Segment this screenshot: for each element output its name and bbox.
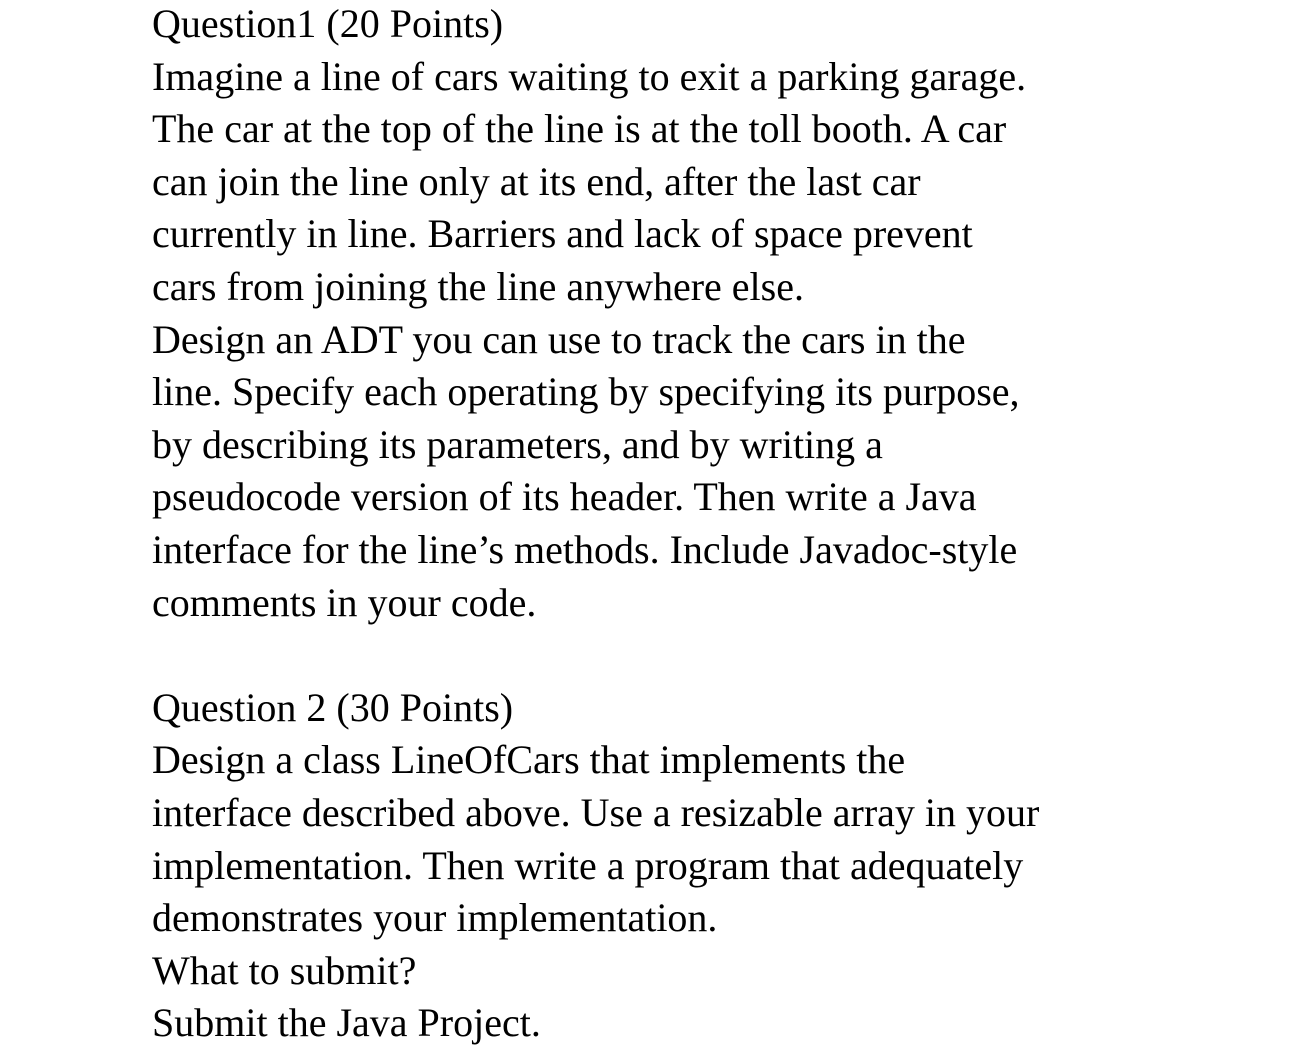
- question1-line: comments in your code.: [152, 579, 537, 625]
- question2-line: implementation. Then write a program that adequately: [152, 842, 1024, 888]
- question2-line: demonstrates your implementation.: [152, 895, 718, 941]
- question1-line: Design an ADT you can use to track the cars in the: [152, 316, 966, 362]
- question1-line: The car at the top of the line is at the toll booth. A car: [152, 106, 1007, 152]
- document-page: [152, 0, 1252, 1050]
- submit-heading: What to submit?: [152, 947, 417, 993]
- question1-line: line. Specify each operating by specifying its purpose,: [152, 369, 1020, 415]
- question1-line: currently in line. Barriers and lack of space prevent: [152, 211, 973, 257]
- question1-line: by describing its parameters, and by writing a: [152, 421, 883, 467]
- question2-section: [152, 682, 1252, 1050]
- question1-line: interface for the line’s methods. Include Javadoc-style: [152, 526, 1018, 572]
- question1-line: cars from joining the line anywhere else.: [152, 263, 804, 309]
- question2-line: interface described above. Use a resizable array in your: [152, 789, 1040, 835]
- question2-heading: Question 2 (30 Points): [152, 684, 514, 730]
- question2-line: Design a class LineOfCars that implements the: [152, 737, 906, 783]
- question1-line: pseudocode version of its header. Then write a Java: [152, 474, 977, 520]
- question1-line: can join the line only at its end, after the last car: [152, 158, 921, 204]
- question1-line: Imagine a line of cars waiting to exit a parking garage.: [152, 53, 1027, 99]
- question1-section: [152, 0, 1252, 629]
- submit-text: Submit the Java Project.: [152, 1000, 541, 1046]
- question1-heading: Question1 (20 Points): [152, 1, 504, 46]
- section-spacer: [152, 629, 1252, 682]
